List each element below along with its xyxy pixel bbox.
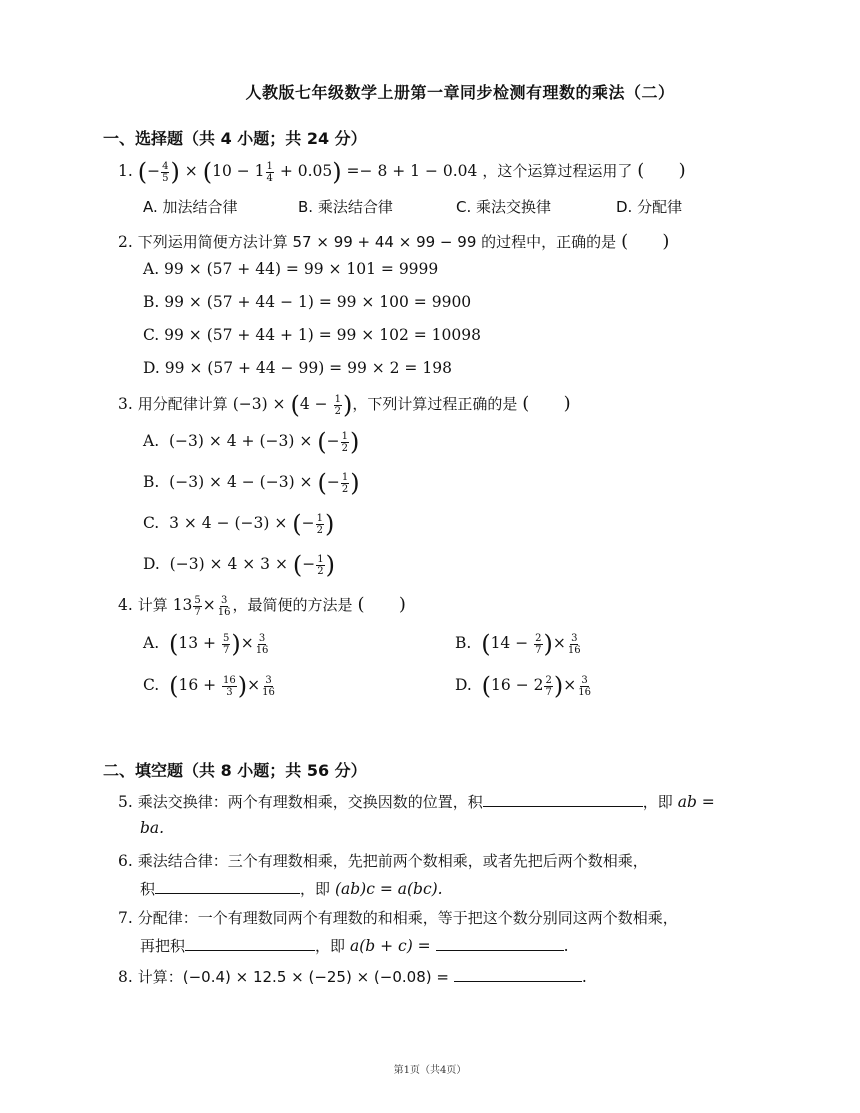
question-2-option-a: A. 99 × (57 + 44) = 99 × 101 = 9999	[143, 260, 439, 278]
question-7	[118, 907, 678, 928]
question-4-expression: 13 $\frac{5}{7}$ × $\frac{3}{16}$	[172, 594, 231, 618]
option-d: D. 分配律	[616, 198, 683, 216]
question-4-prefix: 计算	[137, 596, 168, 614]
question-number: 7.	[118, 909, 133, 927]
question-8-text: 计算：(−0.4) × 12.5 × (−25) × (−0.08) =	[137, 968, 449, 986]
question-2	[118, 231, 669, 252]
question-number: 3.	[118, 395, 133, 413]
question-number: 5.	[118, 793, 133, 811]
option-c: C. 乘法交换律	[456, 198, 552, 216]
question-2-option-d: D. 99 × (57 + 44 − 99) = 99 × 2 = 198	[143, 359, 452, 377]
question-6-text: 乘法结合律：三个有理数相乘，先把前两个数相乘，或者先把后两个数相乘，	[137, 852, 648, 870]
answer-paren: ( )	[522, 393, 571, 414]
question-3-option-b: B. (−3) × 4 − (−3) × (− $\frac{1}{2}$ )	[143, 469, 360, 497]
section-heading-choice: 一、选择题（共 4 小题；共 24 分）	[103, 129, 367, 148]
section-heading-fill: 二、填空题（共 8 小题；共 56 分）	[103, 761, 367, 780]
answer-blank[interactable]	[483, 792, 643, 807]
question-1-expression: (− $\frac{4}{5}$ ) × (10 − 1 $\frac{1}{4}$ + 0.05) =− 8 + 1 − 0.04	[137, 158, 483, 186]
question-3-expression: (−3) × (4 − $\frac{1}{2}$ )	[232, 391, 353, 419]
question-number: 8.	[118, 968, 133, 986]
page-title: 人教版七年级数学上册第一章同步检测有理数的乘法（二）	[245, 83, 675, 102]
question-3-option-a: A. (−3) × 4 + (−3) × (− $\frac{1}{2}$ )	[143, 428, 360, 456]
question-5-line-2: ba.	[140, 819, 165, 837]
answer-blank[interactable]	[436, 936, 564, 951]
question-1-options	[143, 196, 682, 217]
question-8: 8. 计算：(−0.4) × 12.5 × (−25) × (−0.08) = .	[118, 968, 587, 986]
question-4-option-b: B. (14 − $\frac{2}{7}$ )× $\frac{3}{16}$	[455, 630, 581, 658]
question-2-option-b: B. 99 × (57 + 44 − 1) = 99 × 100 = 9900	[143, 293, 472, 311]
answer-blank[interactable]	[185, 936, 315, 951]
question-4	[118, 594, 406, 618]
question-3-option-c: C. 3 × 4 − (−3) × (− $\frac{1}{2}$ )	[143, 510, 335, 538]
question-number: 1.	[118, 162, 133, 180]
question-3-prefix: 用分配律计算	[137, 395, 228, 413]
answer-paren: ( )	[637, 160, 686, 181]
question-5: 5. 乘法交换律：两个有理数相乘，交换因数的位置，积 ，即 ab =	[118, 793, 715, 811]
question-number: 6.	[118, 852, 133, 870]
question-4-option-d: D. (16 − 2 $\frac{2}{7}$ )× $\frac{3}{16}$	[455, 672, 591, 700]
question-6-line-2: 积 ，即 (ab)c = a(bc).	[140, 880, 443, 898]
question-1-text: ，这个运算过程运用了	[482, 162, 633, 180]
answer-paren: ( )	[357, 594, 406, 615]
answer-blank[interactable]	[454, 967, 582, 982]
question-3-option-d: D. (−3) × 4 × 3 × (− $\frac{1}{2}$ )	[143, 551, 335, 579]
question-number: 4.	[118, 596, 133, 614]
question-4-text: ，最简便的方法是	[232, 596, 353, 614]
answer-blank[interactable]	[155, 879, 300, 894]
question-2-text: 下列运用简便方法计算 57 × 99 + 44 × 99 − 99 的过程中，正确的是	[137, 233, 617, 251]
question-4-option-a: A. (13 + $\frac{5}{7}$ )× $\frac{3}{16}$	[143, 630, 269, 658]
question-7-line-2: 再把积 ，即 a(b + c) = .	[140, 937, 569, 955]
question-7-text: 分配律：一个有理数同两个有理数的和相乘，等于把这个数分别同这两个数相乘，	[137, 909, 678, 927]
question-4-option-c: C. (16 + $\frac{16}{3}$ )× $\frac{3}{16}$	[143, 672, 275, 700]
page-footer: 第1页（共4页）	[393, 1065, 467, 1076]
question-2-option-c: C. 99 × (57 + 44 + 1) = 99 × 102 = 10098	[143, 326, 481, 344]
question-6	[118, 850, 648, 871]
question-5-text: 乘法交换律：两个有理数相乘，交换因数的位置，积	[137, 793, 483, 811]
answer-paren: ( )	[621, 231, 670, 252]
question-3	[118, 393, 571, 417]
option-b: B. 乘法结合律	[298, 198, 393, 216]
question-3-text: ，下列计算过程正确的是	[352, 395, 518, 413]
question-1	[118, 160, 686, 184]
option-a: A. 加法结合律	[143, 198, 238, 216]
question-number: 2.	[118, 233, 133, 251]
